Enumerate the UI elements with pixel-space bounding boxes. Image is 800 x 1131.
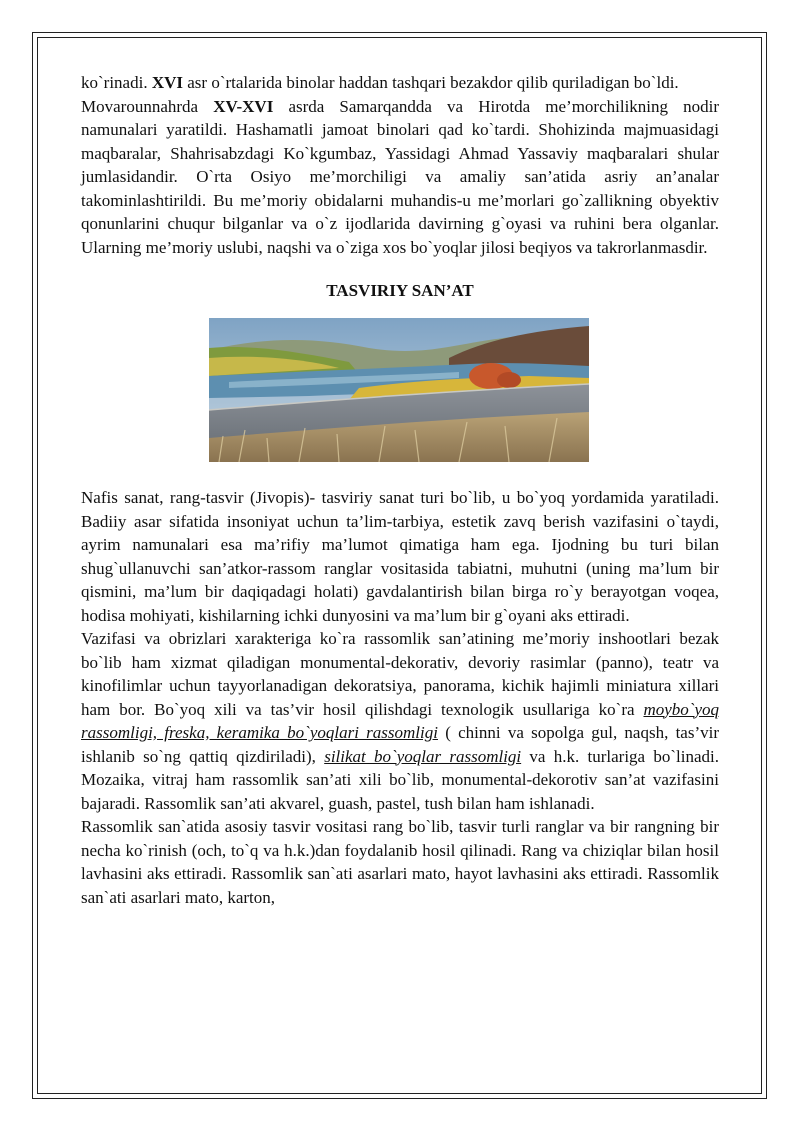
paragraph-4 [81,627,719,815]
landscape-painting-svg [209,318,589,462]
underlined-term-2: silikat bo`yoqlar rassomligi [324,746,522,766]
centuries-bold: XV-XVI [213,96,274,116]
paragraph-1 [81,71,719,95]
paragraph-3: Nafis sanat, rang-tasvir (Jivopis)- tasviriy sanat turi bo`lib, u bo`yoq yordamida yaratiladi. Badiiy asar sifatida insoniyat uchun ta’lim-tarbiya, estetik zavq berish vazifasini o`taydi, ayrim namunalari esa ma’rifiy ma’lumot qimatiga ham ega. Ijodning bu turi bilan shug`ullanuvchi san’atkor-rassom ranglar vositasida tabiatni, muhutni (uning ma’lum bir qismini, ma’lum bir daqiqadagi holati) gavdalantirish bilan birga ro`y berayotgan voqea, hodisa mohiyati, kishilarning ichki dunyosini va ma’lum bir g`oyani aks ettiradi. [81,488,719,625]
paragraph-2-text-b: asrda Samarqandda va Hirotda me’morchilikning nodir namunalari yaratildi. Hashamatli jamoat binolari qad ko`tardi. Shohizinda majmuasidagi maqbaralar, Shahrisabzdagi Ko`kgumbaz, Yassidagi Ahmad Yassaviy maqbaralari shular jumlasidandir. O`rta Osiyo me’morchiligi va amaliy san’atida asriy an’analar takominlashtirildi. Bu me’moriy obidalarni muhandis-u me’morlari go`zallikning obyektiv qonunlarini chuqur bilganlar va o`z ijodlarida davirning g`oyasi va ruhini bera olganlar. Ularning me’moriy uslubi, naqshi va o`ziga xos bo`yoqlar jilosi beqiyos va takrorlanmasdir. [81,96,720,257]
paragraph-4-text-c: va h.k. turlariga bo`linadi. Mozaika, vitraj ham rassomlik san’ati xili bo`lib, monumental-dekorotiv san’at vazifasini bajaradi. Rassomlik san’ati akvarel, guash, pastel, tush bilan ham ishlanadi. [81,746,719,813]
paragraph-4-text-b: ( chinni va sopolga gul, naqsh, tas’vir ishlanib so`ng qattiq qizdiriladi), [81,723,719,766]
paragraph-2-text-a: Movarounnahrda [81,96,214,116]
paragraph-2 [81,95,719,260]
landscape-painting [209,318,589,462]
paragraph-1-text-a: ko`rinadi. [81,73,152,92]
section-title: TASVIRIY SAN’AT [326,281,474,300]
century-bold: XVI [151,73,183,92]
page-content [81,71,719,909]
paragraph-5: Rassomlik san`atida asosiy tasvir vositasi rang bo`lib, tasvir turli ranglar va bir rangning bir necha ko`rinish (och, to`q va h.k.)dan foydalanib hosil qilinadi. Rang va chiziqlar bilan hosil lavhasini aks ettiradi. Rassomlik san`ati asarlari mato, hayot lavhasini aks ettiradi. Rassomlik san`ati asarlari mato, karton, [81,817,719,907]
underlined-term-1: moybo`yoq rassomligi, freska, keramika bo`yoqlari rassomligi [81,699,719,742]
paragraph-1-text-b: asr o`rtalarida binolar haddan tashqari bezakdor qilib quriladigan bo`ldi. [183,73,679,92]
paragraph-4-text-a: Vazifasi va obrizlari xarakteriga ko`ra rassomlik san’atining me’moriy inshootlari bezak bo`lib ham xizmat qiladigan monumental-dekorativ, devoriy rasimlar (panno), teatr va kinofilimlar uchun tayyorlanadigan dekoratsiya, panorama, kichik hajimli miniatura xillari ham bor. Bo`yoq xili va tas’vir hosil qilishdagi texnologik usullariga ko`ra [81,629,719,719]
